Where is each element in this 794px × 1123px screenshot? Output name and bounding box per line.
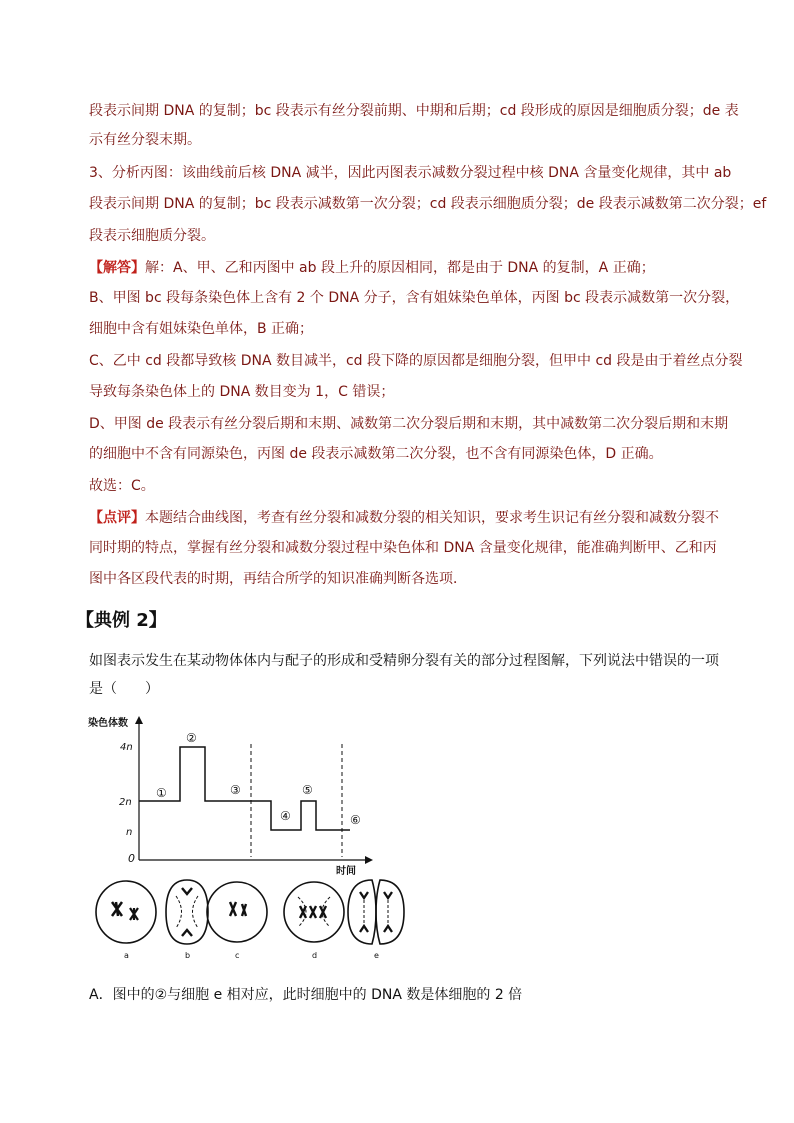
cell-e: [348, 880, 404, 944]
answer-line: B、甲图 bc 段每条染色体上含有 2 个 DNA 分子，含有姐妹染色单体，丙图 bc 段表示减数第一次分裂，: [89, 290, 740, 306]
answer-line: 导致每条染色体上的 DNA 数目变为 1，C 错误；: [89, 384, 395, 400]
question-line: 是（ ）: [89, 681, 159, 697]
y-axis-label: 染色体数: [88, 718, 128, 729]
segment-mark-2: ②: [186, 731, 197, 745]
comment-line: 同时期的特点，掌握有丝分裂和减数分裂过程中染色体和 DNA 含量变化规律，能准确判断甲、乙和丙: [89, 540, 717, 556]
y-tick-0: 0: [128, 852, 135, 865]
cell-label-b: b: [185, 951, 191, 960]
analysis-line: 示有丝分裂末期。: [89, 132, 201, 148]
cell-label-a: a: [124, 951, 129, 960]
cell-label-d: d: [312, 951, 318, 960]
segment-mark-6: ⑥: [350, 813, 361, 827]
analysis-line: 段表示间期 DNA 的复制；bc 段表示减数第一次分裂；cd 段表示细胞质分裂；de 段表示减数第二次分裂；ef: [89, 196, 767, 212]
chromosome-step-line: [139, 747, 350, 830]
comment-tag: 【点评】: [89, 510, 145, 526]
option-a: A．图中的②与细胞 e 相对应，此时细胞中的 DNA 数是体细胞的 2 倍: [89, 987, 523, 1003]
example-heading: 【典例 2】: [76, 610, 167, 631]
comment-text: 本题结合曲线图，考查有丝分裂和减数分裂的相关知识，要求考生识记有丝分裂和减数分裂不: [145, 510, 719, 526]
answer-choice: 故选：C。: [89, 478, 155, 494]
comment-line: [89, 507, 729, 529]
comment-line: 图中各区段代表的时期，再结合所学的知识准确判断各选项．: [89, 571, 467, 587]
y-tick-4n: 4n: [120, 742, 133, 753]
chromosome-figure: [86, 712, 406, 972]
cell-label-e: e: [374, 951, 379, 960]
answer-line: [89, 257, 729, 279]
cell-c: [207, 882, 267, 942]
cell-b: [166, 880, 208, 944]
answer-line: 细胞中含有姐妹染色单体，B 正确；: [89, 321, 314, 337]
cell-label-c: c: [235, 951, 240, 960]
y-tick-n: n: [126, 827, 133, 838]
segment-mark-3: ③: [230, 783, 241, 797]
x-axis-arrow: [365, 856, 373, 864]
analysis-line: 3、分析丙图：该曲线前后核 DNA 减半，因此丙图表示减数分裂过程中核 DNA 含量变化规律，其中 ab: [89, 165, 732, 181]
answer-a: 解：A、甲、乙和丙图中 ab 段上升的原因相同，都是由于 DNA 的复制，A 正确；: [145, 260, 655, 276]
analysis-line: 段表示间期 DNA 的复制；bc 段表示有丝分裂前期、中期和后期；cd 段形成的原因是细胞质分裂；de 表: [89, 103, 739, 119]
segment-mark-5: ⑤: [302, 783, 313, 797]
x-axis-label: 时间: [336, 866, 356, 877]
answer-tag: 【解答】: [89, 260, 145, 276]
analysis-line: 段表示细胞质分裂。: [89, 228, 215, 244]
segment-mark-1: ①: [156, 786, 167, 800]
y-tick-2n: 2n: [119, 797, 132, 808]
y-axis-arrow: [135, 716, 143, 724]
answer-line: C、乙中 cd 段都导致核 DNA 数目减半，cd 段下降的原因都是细胞分裂，但甲中 cd 段是由于着丝点分裂: [89, 353, 743, 369]
answer-line: 的细胞中不含有同源染色，丙图 de 段表示减数第二次分裂，也不含有同源染色体，D 正确。: [89, 446, 663, 462]
cell-a: [96, 881, 156, 943]
segment-mark-4: ④: [280, 809, 291, 823]
question-line: 如图表示发生在某动物体体内与配子的形成和受精卵分裂有关的部分过程图解，下列说法中错误的一项: [89, 653, 719, 669]
answer-line: D、甲图 de 段表示有丝分裂后期和末期、减数第二次分裂后期和末期，其中减数第二次分裂后期和末期: [89, 416, 729, 432]
cell-d: [284, 882, 344, 942]
